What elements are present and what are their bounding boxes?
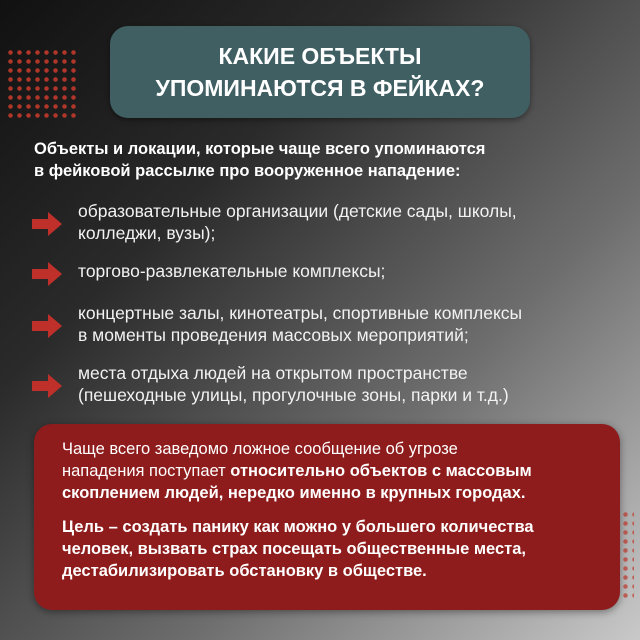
note-emphasis: скоплением людей, нередко именно в крупных городах.: [62, 484, 526, 502]
note-emphasis: относительно объектов с массовым: [230, 462, 532, 480]
list-item-text: [78, 362, 509, 406]
objects-list: [30, 200, 610, 422]
list-item-line: колледжи, вузы);: [78, 223, 216, 243]
list-item-line: в моменты проведения массовых мероприятий;: [78, 325, 469, 345]
list-item-text: [78, 260, 385, 282]
list-item-text: [78, 302, 522, 346]
title-line-2: УПОМИНАЮТСЯ В ФЕЙКАХ?: [155, 75, 485, 101]
list-item-line: (пешеходные улицы, прогулочные зоны, парки и т.д.): [78, 385, 509, 405]
list-item-line: торгово-развлекательные комплексы;: [78, 261, 386, 281]
note-paragraph-2: [62, 516, 600, 582]
note-text: нападения поступает: [62, 462, 231, 480]
arrow-right-icon: [30, 260, 64, 288]
intro-line-1: Объекты и локации, которые чаще всего упоминаются: [34, 140, 486, 158]
arrow-right-icon: [30, 312, 64, 340]
note-text: Цель – создать панику как можно у большего количества: [62, 518, 534, 536]
note-paragraph-1: [62, 438, 600, 504]
list-item-line: концертные залы, кинотеатры, спортивные комплексы: [78, 303, 523, 323]
arrow-right-icon: [30, 210, 64, 238]
decorative-dots-top-left: [6, 48, 76, 118]
note-box: [34, 424, 620, 610]
note-text: человек, вызвать страх посещать общественные места,: [62, 540, 527, 558]
list-item-line: образовательные организации (детские сады, школы,: [78, 201, 517, 221]
note-text: дестабилизировать обстановку в обществе.: [62, 562, 427, 580]
arrow-right-icon: [30, 372, 64, 400]
intro-line-2: в фейковой рассылке про вооруженное нападение:: [34, 162, 461, 180]
list-item-text: [78, 200, 517, 244]
list-item: [30, 302, 610, 346]
note-text: Чаще всего заведомо ложное сообщение об угрозе: [62, 440, 458, 458]
title-banner: [110, 26, 530, 118]
intro-text: [34, 138, 614, 182]
list-item: [30, 362, 610, 406]
list-item: [30, 200, 610, 244]
list-item: [30, 260, 610, 288]
title-line-1: КАКИЕ ОБЪЕКТЫ: [218, 43, 422, 69]
list-item-line: места отдыха людей на открытом пространстве: [78, 363, 468, 383]
